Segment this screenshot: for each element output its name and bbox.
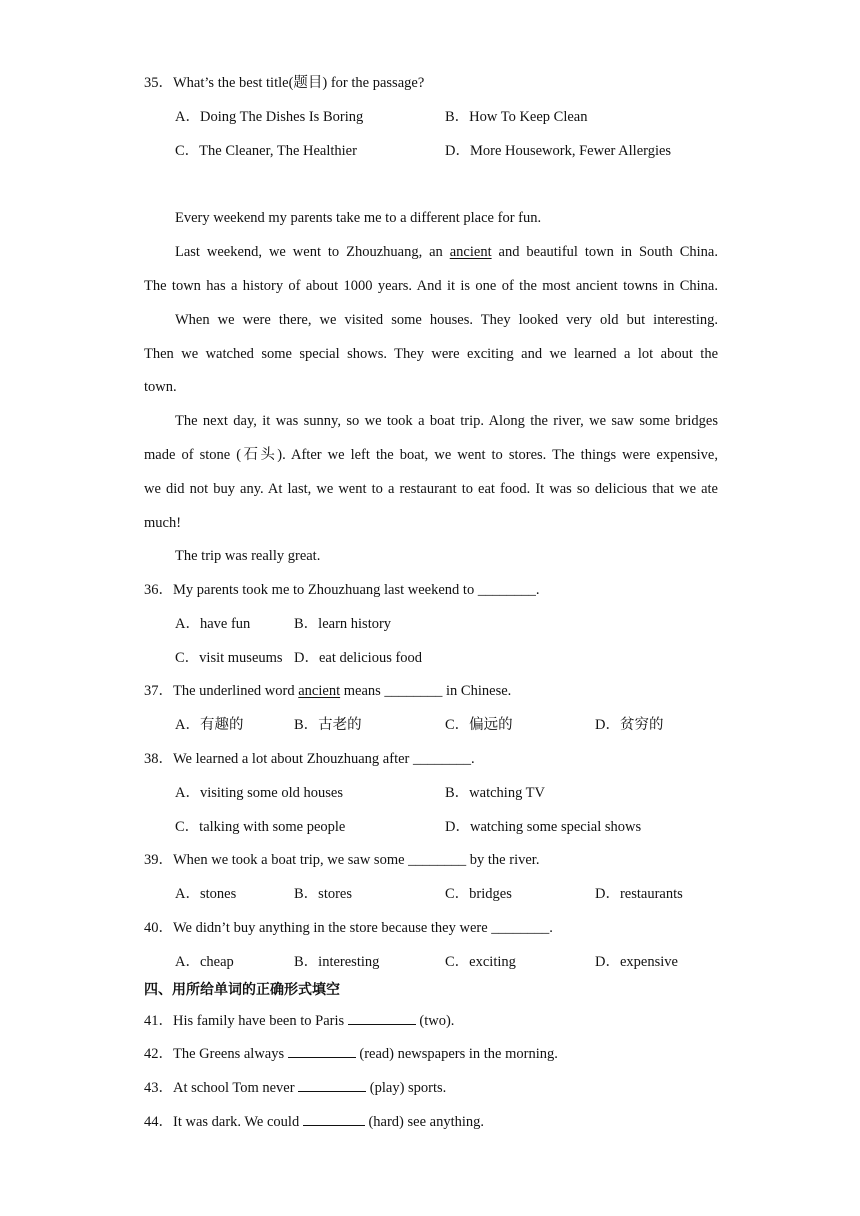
passage-paragraph-2-line-1: Last weekend, we went to Zhouzhuang, an ancient and beautiful town in South China. bbox=[175, 244, 718, 260]
question-36-stem: 36．My parents took me to Zhouzhuang last weekend to ________. bbox=[144, 582, 540, 598]
q36-option-b: B．learn history bbox=[294, 616, 392, 632]
passage-paragraph-4-line-2: made of stone (石头). After we left the boat, we went to stores. The things were expensive, bbox=[144, 447, 718, 463]
passage-paragraph-3-line-1: When we were there, we visited some houses. They looked very old but interesting. bbox=[175, 312, 718, 328]
question-39-stem: 39．When we took a boat trip, we saw some ________ by the river. bbox=[144, 852, 540, 868]
q37-option-a: A．有趣的 bbox=[175, 717, 244, 733]
passage-paragraph-4-line-1: The next day, it was sunny, so we took a boat trip. Along the river, we saw some bridges bbox=[175, 413, 718, 429]
q40-option-b: B．interesting bbox=[294, 954, 380, 970]
q39-option-b: B．stores bbox=[294, 886, 352, 902]
q38-option-c: C．talking with some people bbox=[175, 819, 346, 835]
q35-option-d: D．More Housework, Fewer Allergies bbox=[445, 143, 672, 159]
underlined-word-ancient: ancient bbox=[449, 244, 492, 260]
passage-paragraph-4-line-3: we did not buy any. At last, we went to a restaurant to eat food. It was so delicious that we ate bbox=[144, 481, 718, 497]
passage-paragraph-2-line-2: The town has a history of about 1000 years. And it is one of the most ancient towns in China. bbox=[144, 278, 718, 294]
q39-option-a: A．stones bbox=[175, 886, 237, 902]
q36-option-c: C．visit museums bbox=[175, 650, 283, 666]
q40-option-d: D．expensive bbox=[595, 954, 678, 970]
passage-paragraph-4-line-4: much! bbox=[144, 515, 182, 531]
q35-option-c: C．The Cleaner, The Healthier bbox=[175, 143, 357, 159]
q41-answer-blank[interactable] bbox=[348, 1010, 416, 1025]
question-37-stem: 37．The underlined word ancient means ________ in Chinese. bbox=[144, 683, 512, 699]
q44-answer-blank[interactable] bbox=[303, 1111, 365, 1126]
passage-paragraph-3-line-3: town. bbox=[144, 379, 177, 395]
underlined-word-ancient-ref: ancient bbox=[298, 683, 341, 699]
q39-option-c: C．bridges bbox=[445, 886, 512, 902]
passage-paragraph-1: Every weekend my parents take me to a different place for fun. bbox=[175, 210, 542, 226]
q36-option-a: A．have fun bbox=[175, 616, 251, 632]
q37-option-c: C．偏远的 bbox=[445, 717, 513, 733]
question-35-stem: 35．What’s the best title(题目) for the passage? bbox=[144, 75, 425, 91]
passage-paragraph-5: The trip was really great. bbox=[175, 548, 321, 564]
q36-option-d: D．eat delicious food bbox=[294, 650, 423, 666]
q39-option-d: D．restaurants bbox=[595, 886, 683, 902]
q38-option-b: B．watching TV bbox=[445, 785, 546, 801]
q40-option-a: A．cheap bbox=[175, 954, 234, 970]
q37-option-d: D．贫穷的 bbox=[595, 717, 664, 733]
question-41: 41．His family have been to Paris (two). bbox=[144, 1010, 454, 1030]
question-44: 44．It was dark. We could (hard) see anything. bbox=[144, 1111, 484, 1131]
q43-answer-blank[interactable] bbox=[298, 1077, 366, 1092]
q40-option-c: C．exciting bbox=[445, 954, 516, 970]
section-4-heading: 四、用所给单词的正确形式填空 bbox=[144, 982, 340, 998]
q42-answer-blank[interactable] bbox=[288, 1043, 356, 1058]
question-42: 42．The Greens always (read) newspapers in the morning. bbox=[144, 1043, 558, 1063]
passage-paragraph-3-line-2: Then we watched some special shows. They were exciting and we learned a lot about the bbox=[144, 346, 718, 362]
question-43: 43．At school Tom never (play) sports. bbox=[144, 1077, 446, 1097]
question-40-stem: 40．We didn’t buy anything in the store because they were ________. bbox=[144, 920, 553, 936]
q38-option-d: D．watching some special shows bbox=[445, 819, 642, 835]
q35-option-b: B．How To Keep Clean bbox=[445, 109, 588, 125]
q35-option-a: A．Doing The Dishes Is Boring bbox=[175, 109, 364, 125]
question-38-stem: 38．We learned a lot about Zhouzhuang after ________. bbox=[144, 751, 475, 767]
q37-option-b: B．古老的 bbox=[294, 717, 362, 733]
q38-option-a: A．visiting some old houses bbox=[175, 785, 343, 801]
